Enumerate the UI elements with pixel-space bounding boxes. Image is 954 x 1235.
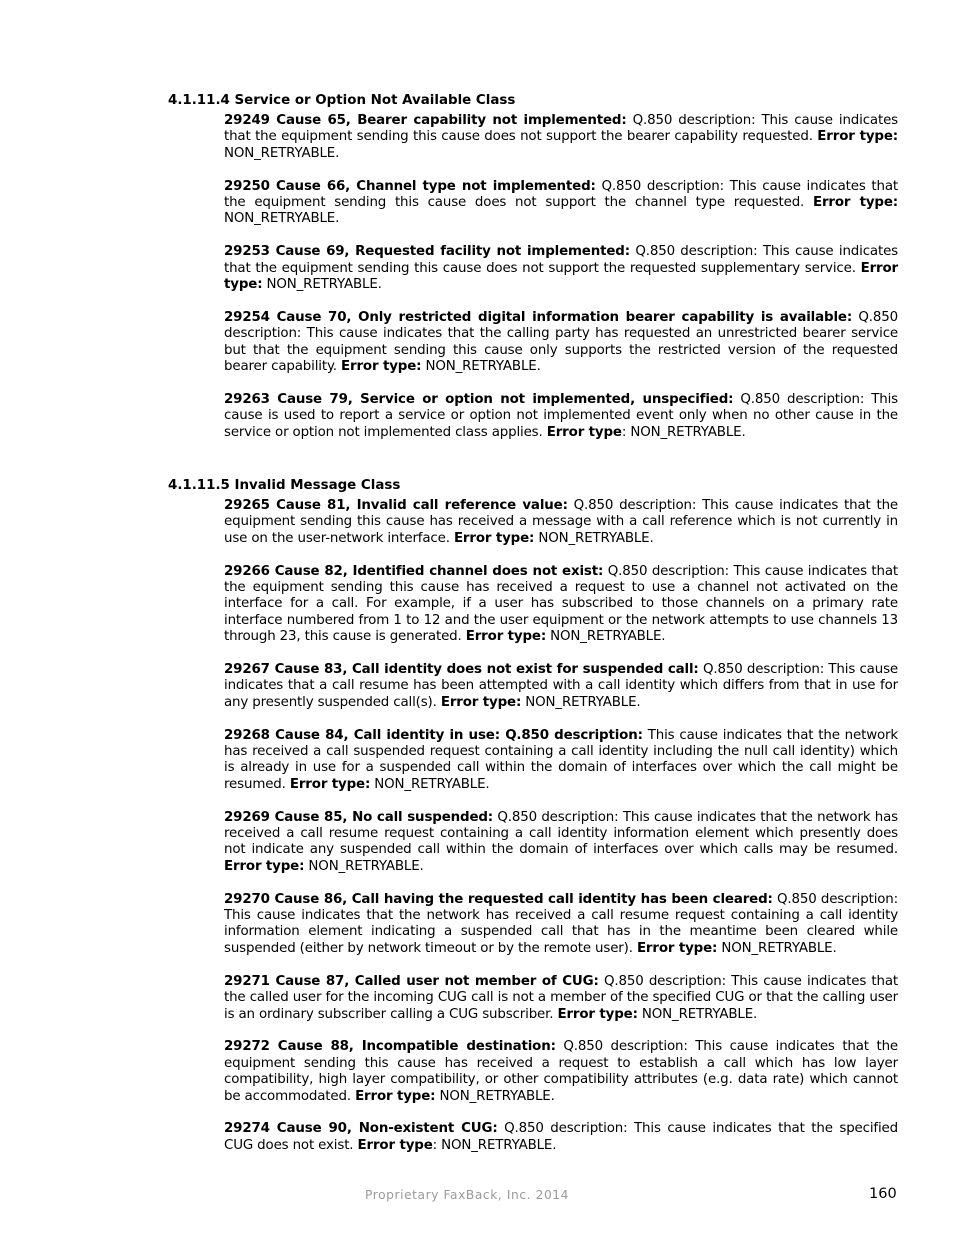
error-type-label: Error type: — [440, 694, 522, 710]
error-type-value: NON_RETRYABLE. — [435, 1088, 555, 1104]
cause-entry — [224, 728, 898, 794]
cause-entry — [224, 179, 898, 228]
cause-description: Q.850 description: This cause indicates that the equipment sending this cause does not support the channel type requested. — [224, 178, 898, 211]
cause-entry — [224, 113, 898, 162]
cause-description: Q.850 description: This cause indicates that the network has received a call resume request containing a call identity information element indicating a suspended call that has in the meantime been cleared while suspended (either by network timeout or by the remote user). — [224, 891, 899, 956]
error-type-value: NON_RETRYABLE. — [262, 277, 382, 293]
cause-description: Q.850 description: This cause is used to report a service or option not implemented event only when no other cause in the service or option not implemented class applies. — [224, 391, 899, 440]
error-type-label: Error type: — [636, 940, 718, 956]
cause-title: 29265 Cause 81, Invalid call reference value: — [224, 498, 568, 513]
cause-entry — [224, 810, 898, 876]
cause-description: Q.850 description: This cause indicates that the network has received a call resume request containing a call identity information element which presently does not indicate any suspended call within the domain of interfaces over which calls may be resumed. — [224, 809, 898, 858]
cause-description: This cause indicates that the network has received a call suspended request containing a call identity including the null call identity) which is already in use for a suspended call within the domain of interfaces over which the call might be resumed. — [224, 727, 899, 792]
cause-title: 29274 Cause 90, Non-existent CUG: — [224, 1121, 498, 1137]
cause-description: Q.850 description: This cause indicates that the equipment sending this cause has received a request to establish a call which has low layer compatibility, high layer compatibility, or other compatibility attributes (e.g. data rate) which cannot be accommodated. — [224, 1039, 898, 1104]
error-type-value: : NON_RETRYABLE. — [621, 424, 746, 440]
cause-entry — [224, 662, 898, 711]
error-type-label: Error type: — [465, 629, 547, 645]
cause-description: Q.850 description: This cause indicates that the equipment sending this cause does not support the requested supplementary service. — [224, 244, 898, 276]
cause-entry — [224, 498, 898, 547]
cause-description: Q.850 description: This cause indicates that a call resume has been attempted with a call identity which differs from that in use for any presently suspended call(s). — [224, 662, 898, 710]
cause-title: 29253 Cause 69, Requested facility not implemented: — [224, 244, 630, 260]
error-type-value: NON_RETRYABLE. — [637, 1006, 758, 1022]
error-type-label: Error type: — [341, 359, 422, 375]
error-type-value: NON_RETRYABLE. — [521, 694, 641, 710]
section-entries — [224, 498, 898, 1171]
cause-title: 29266 Cause 82, Identified channel does not exist: — [224, 563, 604, 579]
cause-description: Q.850 description: This cause indicates that the specified CUG does not exist. — [224, 1121, 898, 1153]
error-type-label: Error type: — [453, 530, 535, 546]
cause-description: Q.850 description: This cause indicates that the called user for the incoming CUG call is not a member of the specified CUG or that the calling user is an ordinary subscriber calling a CUG subscriber. — [224, 973, 898, 1022]
error-type-value: NON_RETRYABLE. — [534, 530, 654, 546]
error-type-value: NON_RETRYABLE. — [224, 211, 340, 227]
cause-title: 29267 Cause 83, Call identity does not exist for suspended call: — [224, 662, 699, 678]
cause-entry — [224, 564, 898, 646]
cause-description: Q.850 description: This cause indicates that the calling party has requested an unrestricted bearer service but that the equipment sending this cause only supports the restricted version of the requested bearer capability. — [224, 309, 898, 375]
cause-title: 29268 Cause 84, Call identity in use: Q.850 description: — [224, 727, 643, 743]
error-type-label: Error type: — [812, 195, 898, 211]
cause-entry — [224, 310, 898, 376]
error-type-label: Error type — [357, 1137, 433, 1153]
cause-description: Q.850 description: This cause indicates that the equipment sending this cause has received a message with a call reference which is not currently in use on the user-network interface. — [224, 498, 898, 546]
cause-entry — [224, 392, 898, 441]
error-type-value: NON_RETRYABLE. — [304, 858, 424, 874]
error-type-value: NON_RETRYABLE. — [717, 940, 837, 956]
cause-entry — [224, 1121, 898, 1154]
section-heading: 4.1.11.5 Invalid Message Class — [168, 478, 401, 493]
error-type-label: Error type: — [224, 260, 898, 293]
cause-entry — [224, 892, 898, 958]
cause-title: 29249 Cause 65, Bearer capability not implemented: — [224, 113, 627, 128]
cause-title: 29269 Cause 85, No call suspended: — [224, 809, 494, 825]
page-number: 160 — [869, 1186, 897, 1202]
cause-description: Q.850 description: This cause indicates that the equipment sending this cause does not support the bearer capability requested. — [224, 113, 898, 145]
error-type-value: : NON_RETRYABLE. — [432, 1137, 557, 1153]
cause-entry — [224, 1039, 898, 1105]
section-heading: 4.1.11.4 Service or Option Not Available Class — [168, 93, 516, 108]
error-type-value: NON_RETRYABLE. — [224, 145, 340, 161]
error-type-label: Error type: — [224, 858, 305, 874]
error-type-label: Error type — [546, 424, 622, 440]
error-type-label: Error type: — [817, 129, 898, 145]
error-type-label: Error type: — [289, 776, 371, 792]
cause-description: Q.850 description: This cause indicates that the equipment sending this cause has received a request to use a channel not activated on the interface for a call. For example, if a user has subscribed to those channels on a primary rate interface numbered from 1 to 12 and the user equipment or the network attempts to use channels 13 through 23, this cause is generated. — [224, 563, 898, 645]
error-type-label: Error type: — [557, 1006, 638, 1022]
cause-title: 29270 Cause 86, Call having the requested call identity has been cleared: — [224, 891, 773, 907]
footer-copyright: Proprietary FaxBack, Inc. 2014 — [365, 1188, 570, 1202]
error-type-value: NON_RETRYABLE. — [370, 776, 490, 792]
cause-title: 29271 Cause 87, Called user not member of CUG: — [224, 973, 599, 989]
cause-title: 29263 Cause 79, Service or option not implemented, unspecified: — [224, 391, 734, 407]
cause-entry — [224, 974, 898, 1023]
cause-title: 29250 Cause 66, Channel type not implemented: — [224, 178, 596, 194]
cause-title: 29272 Cause 88, Incompatible destination: — [224, 1039, 556, 1055]
error-type-value: NON_RETRYABLE. — [546, 629, 666, 645]
section-entries — [224, 113, 898, 457]
error-type-label: Error type: — [355, 1088, 436, 1104]
error-type-value: NON_RETRYABLE. — [421, 359, 541, 375]
cause-entry — [224, 244, 898, 293]
cause-title: 29254 Cause 70, Only restricted digital information bearer capability is available: — [224, 309, 853, 325]
